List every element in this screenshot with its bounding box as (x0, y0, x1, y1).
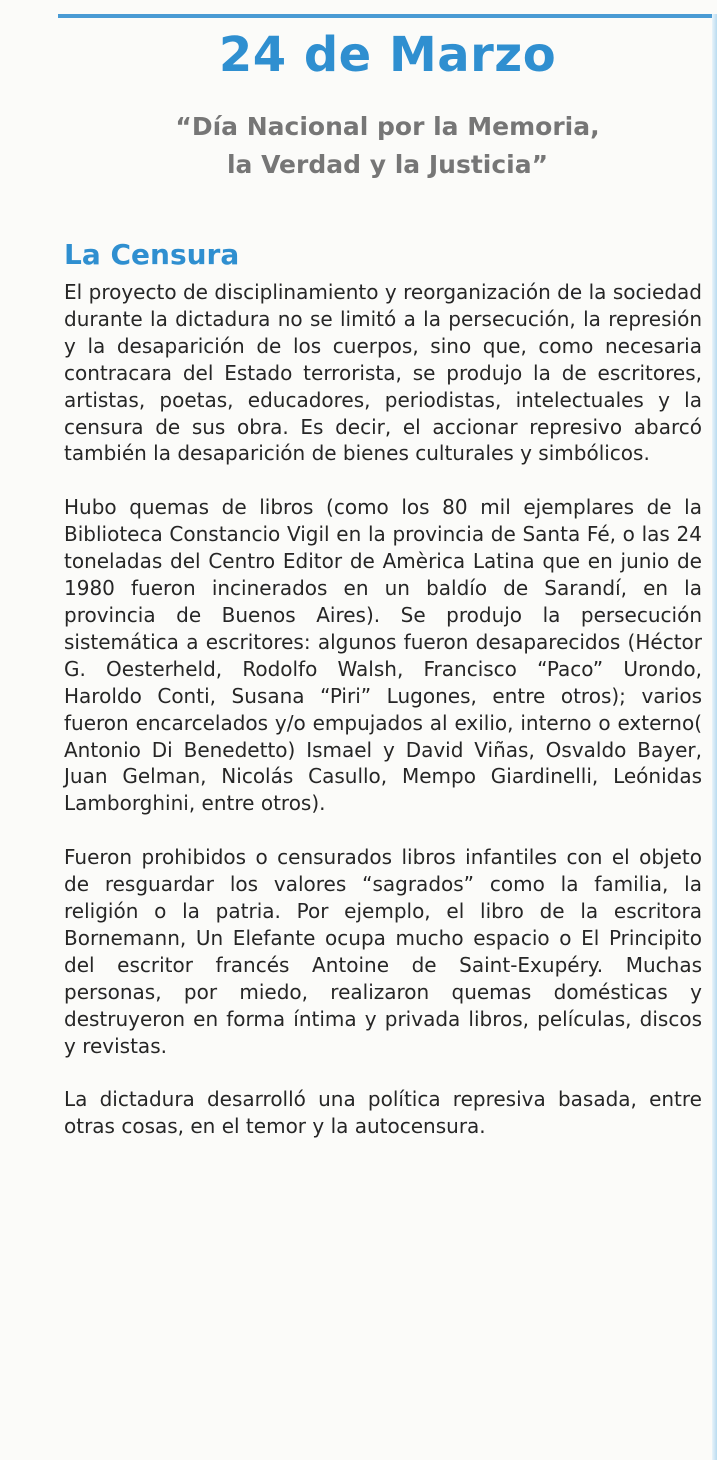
top-border-rule (58, 14, 717, 18)
page-title: 24 de Marzo (218, 27, 557, 83)
right-border-rule (712, 14, 717, 1460)
page-subtitle (58, 108, 717, 184)
subtitle-line-2: la Verdad y la Justicia” (226, 150, 549, 179)
paragraph-2: Hubo quemas de libros (como los 80 mil ejemplares de la Biblioteca Constancio Vigil en la provincia de Santa Fé, o las 24 toneladas del Centro Editor de Amèrica Latina que en junio de 1980 fueron incinerados en un baldío de Sarandí, en la provincia de Buenos Aires). Se produjo la persecución sistemática a escritores: algunos fueron desaparecidos (Héctor G. Oesterheld, Rodolfo Walsh, Francisco “Paco” Urondo, Haroldo Conti, Susana “Piri” Lugones, entre otros); varios fueron encarcelados y/o empujados al exilio, interno o externo( Antonio Di Benedetto) Ismael y David Viñas, Osvaldo Bayer, Juan Gelman, Nicolás Casullo, Mempo Giardinelli, Leónidas Lamborghini, entre otros). (64, 495, 702, 816)
paragraph-3: Fueron prohibidos o censurados libros infantiles con el objeto de resguardar los valores “sagrados” como la familia, la religión o la patria. Por ejemplo, el libro de la escritora Bornemann, Un Elefante ocupa mucho espacio o El Principito del escritor francés Antoine de Saint-Exupéry. Muchas personas, por miedo, realizaron quemas domésticas y destruyeron en forma íntima y privada libros, películas, discos y revistas. (64, 845, 702, 1058)
paragraph-4: La dictadura desarrolló una política represiva basada, entre otras cosas, en el temor y la autocensura. (64, 1087, 702, 1139)
subtitle-line-1: “Día Nacional por la Memoria, (175, 112, 600, 141)
paragraph-1: El proyecto de disciplinamiento y reorganización de la sociedad durante la dictadura no se limitó a la persecución, la represión y la desaparición de los cuerpos, sino que, como necesaria contracara del Estado terrorista, se produjo la de escritores, artistas, poetas, educadores, periodistas, intelectuales y la censura de sus obra. Es decir, el accionar represivo abarcó también la desaparición de bienes culturales y simbólicos. (64, 280, 702, 466)
article-body (64, 279, 702, 1140)
section-heading: La Censura (64, 238, 240, 271)
